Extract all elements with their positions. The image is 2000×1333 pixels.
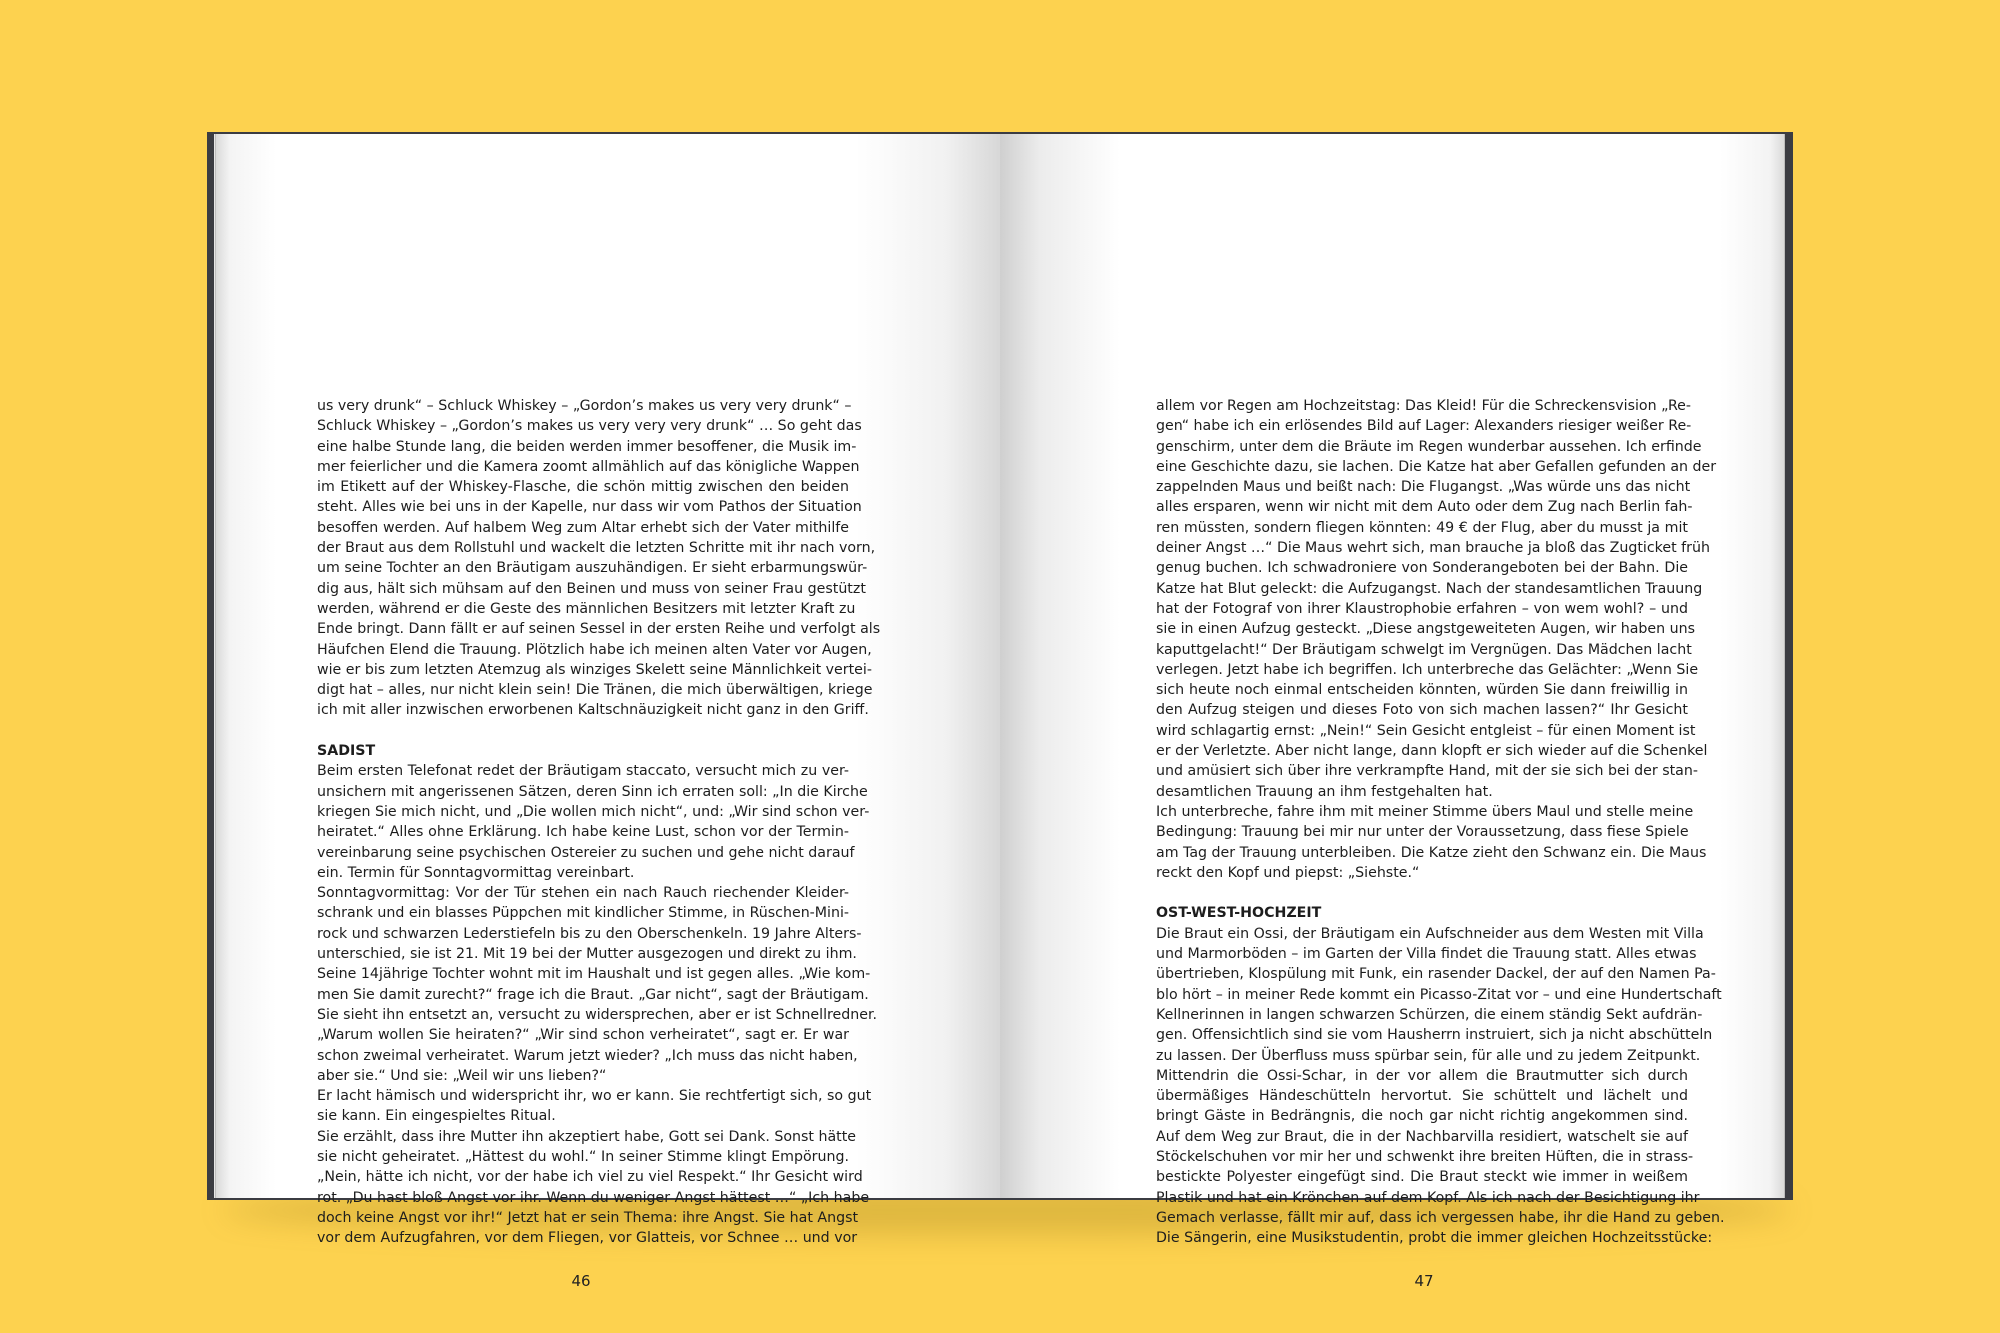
text-line: Bedingung: Trauung bei mir nur unter der Voraussetzung, dass fiese Spiele (1156, 824, 1689, 841)
section-heading-sadist: SADIST (317, 743, 376, 760)
text-line: ein. Termin für Sonntagvormittag vereinbart. (317, 864, 635, 881)
text-line: sie kann. Ein eingespieltes Ritual. (317, 1108, 556, 1125)
text-line: zu lassen. Der Überfluss muss spürbar sein, für alle und zu jedem Zeitpunkt. (1156, 1047, 1701, 1064)
text-line: alles ersparen, wenn wir nicht mit dem Auto oder dem Zug nach Berlin fah- (1156, 499, 1693, 516)
text-line: Seine 14jährige Tochter wohnt mit im Haushalt und ist gegen alles. „Wie kom- (317, 966, 871, 983)
text-line: wie er bis zum letzten Atemzug als winziges Skelett seine Männlichkeit vertei- (317, 661, 872, 678)
text-line: Sie erzählt, dass ihre Mutter ihn akzeptiert habe, Gott sei Dank. Sonst hätte (317, 1128, 857, 1145)
text-line: genschirm, unter dem die Bräute im Regen wunderbar aussehen. Ich erfinde (1156, 438, 1702, 455)
text-line: Häufchen Elend die Trauung. Plötzlich habe ich meinen alten Vater vor Augen, (317, 641, 872, 658)
text-line: unsichern mit angerissenen Sätzen, deren Sinn ich erraten soll: „In die Kirche (317, 783, 868, 800)
text-line: digt hat – alles, nur nicht klein sein! Die Tränen, die mich überwältigen, kriege (317, 682, 873, 699)
text-line: gen“ habe ich ein erlösendes Bild auf Lager: Alexanders riesiger weißer Re- (1156, 418, 1692, 435)
text-line: Die Braut ein Ossi, der Bräutigam ein Aufschneider aus dem Westen mit Villa (1156, 925, 1704, 942)
text-line: deiner Angst …“ Die Maus wehrt sich, man brauche ja bloß das Zugticket früh (1156, 540, 1710, 557)
text-line: kriegen Sie mich nicht, und „Die wollen mich nicht“, und: „Wir sind schon ver- (317, 803, 870, 820)
text-line: doch keine Angst vor ihr!“ Jetzt hat er sein Thema: ihre Angst. Sie hat Angst (317, 1209, 859, 1226)
text-line: Schluck Whiskey – „Gordon’s makes us very very very drunk“ … So geht das (317, 418, 862, 435)
text-line: Er lacht hämisch und widerspricht ihr, wo er kann. Sie rechtfertigt sich, so gut (317, 1088, 872, 1105)
text-line: desamtlichen Trauung an ihm festgehalten hat. (1156, 783, 1493, 800)
text-line: eine halbe Stunde lang, die beiden werden immer besoffener, die Musik im- (317, 438, 857, 455)
text-line: Kellnerinnen in langen schwarzen Schürzen, die einem ständig Sekt aufdrän- (1156, 1006, 1703, 1023)
text-line: werden, während er die Geste des männlichen Besitzers mit letzter Kraft zu (317, 600, 856, 617)
text-line: heiratet.“ Alles ohne Erklärung. Ich habe keine Lust, schon vor der Termin- (317, 824, 849, 841)
text-line: der Braut aus dem Rollstuhl und wackelt die letzten Schritte mit ihr nach vorn, (317, 540, 876, 557)
text-line: us very drunk“ – Schluck Whiskey – „Gordon’s makes us very very drunk“ – (317, 398, 852, 414)
text-line: gen. Offensichtlich sind sie vom Hausherrn instruiert, sich ja nicht abschütteln (1156, 1027, 1713, 1044)
text-line: men Sie damit zurecht?“ frage ich die Braut. „Gar nicht“, sagt der Bräutigam. (317, 986, 869, 1003)
left-paragraph-block-2 (317, 761, 878, 1248)
right-page (1000, 134, 1784, 1290)
text-line: Sie sieht ihn entsetzt an, versucht zu widersprechen, aber er ist Schnellredner. (317, 1006, 878, 1023)
text-line: kaputtgelacht!“ Der Bräutigam schwelgt im Vergnügen. Das Mädchen lacht (1156, 641, 1692, 658)
text-line: genug buchen. Ich schwadroniere von Sonderangeboten bei der Bahn. Die (1156, 560, 1688, 577)
text-line: übertrieben, Klospülung mit Funk, ein rasender Dackel, der auf den Namen Pa- (1156, 966, 1716, 983)
text-line: schrank und ein blasses Püppchen mit kindlicher Stimme, in Rüschen-Mini- (317, 905, 850, 922)
text-line: sich heute noch einmal entscheiden könnten, würden Sie dann freiwillig in (1156, 682, 1688, 699)
right-paragraph-block-2 (1156, 924, 1725, 1249)
text-line: ren müssten, sondern fliegen könnten: 49 € der Flug, aber du musst ja mit (1156, 519, 1688, 536)
text-line: Gemach verlasse, fällt mir auf, dass ich vergessen habe, ihr die Hand zu geben. (1156, 1209, 1725, 1226)
text-line: rot. „Du hast bloß Angst vor ihr. Wenn du weniger Angst hättest …“ „Ich habe (317, 1189, 870, 1206)
text-line: er der Verletzte. Aber nicht lange, dann klopft er sich wieder auf die Schenkel (1156, 743, 1708, 760)
text-line: im Etikett auf der Whiskey-Flasche, die schön mittig zwischen den beiden (317, 479, 849, 496)
text-line: und Marmorböden – im Garten der Villa findet die Trauung statt. Alles etwas (1156, 946, 1697, 963)
text-line: Stöckelschuhen vor mir her und schwenkt ihre breiten Hüften, die in strass- (1156, 1148, 1694, 1165)
text-line: sie in einen Aufzug gesteckt. „Diese angstgeweiteten Augen, wir haben uns (1156, 621, 1696, 638)
text-line: bestickte Polyester eingefügt sind. Die Braut steckt wie immer in weißem (1156, 1169, 1688, 1186)
left-page (216, 134, 1003, 1290)
text-line: sie nicht geheiratet. „Hättest du wohl.“ In seiner Stimme klingt Empörung. (317, 1148, 849, 1165)
text-line: Plastik und hat ein Krönchen auf dem Kopf. Als ich nach der Besichtigung ihr (1156, 1189, 1700, 1206)
text-line: schon zweimal verheiratet. Warum jetzt wieder? „Ich muss das nicht haben, (317, 1047, 858, 1064)
text-line: Sonntagvormittag: Vor der Tür stehen ein nach Rauch riechender Kleider- (317, 885, 849, 902)
page-number-right: 47 (1414, 1272, 1434, 1290)
text-line: Ich unterbreche, fahre ihm mit meiner Stimme übers Maul und stelle meine (1156, 803, 1694, 820)
page-number-left: 46 (571, 1272, 591, 1290)
text-line: Ende bringt. Dann fällt er auf seinen Sessel in der ersten Reihe und verfolgt als (317, 621, 881, 638)
text-line: übermäßiges Händeschütteln hervortut. Sie schüttelt und lächelt und (1156, 1088, 1688, 1105)
text-line: zappelnden Maus und beißt nach: Die Flugangst. „Was würde uns das nicht (1156, 479, 1691, 496)
text-line: den Aufzug steigen und dieses Foto von sich machen lassen?“ Ihr Gesicht (1156, 702, 1688, 719)
text-line: besoffen werden. Auf halbem Weg zum Altar erhebt sich der Vater mithilfe (317, 519, 849, 536)
text-line: blo hört – in meiner Rede kommt ein Picasso-Zitat vor – und eine Hundertschaft (1156, 986, 1722, 1003)
text-line: „Warum wollen Sie heiraten?“ „Wir sind schon verheiratet“, sagt er. Er war (317, 1027, 849, 1044)
text-line: unterschied, sie ist 21. Mit 19 bei der Mutter ausgezogen und direkt zu ihm. (317, 946, 857, 963)
text-line: ich mit aller inzwischen erworbenen Kaltschnäuzigkeit nicht ganz in den Griff. (317, 702, 869, 719)
text-line: bringt Gäste in Bedrängnis, die noch gar nicht richtig angekommen sind. (1156, 1108, 1688, 1125)
text-line: allem vor Regen am Hochzeitstag: Das Kleid! Für die Schreckensvision „Re- (1156, 398, 1692, 414)
text-line: und amüsiert sich über ihre verkrampfte Hand, mit der sie sich bei der stan- (1156, 763, 1698, 780)
left-paragraph-block-1 (317, 396, 881, 721)
text-line: Beim ersten Telefonat redet der Bräutigam staccato, versucht mich zu ver- (317, 763, 849, 780)
text-line: steht. Alles wie bei uns in der Kapelle, nur dass wir vom Pathos der Situation (317, 499, 862, 516)
text-line: wird schlagartig ernst: „Nein!“ Sein Gesicht entgleist – für einen Moment ist (1156, 722, 1696, 739)
text-line: Mittendrin die Ossi-Schar, in der vor allem die Brautmutter sich durch (1156, 1067, 1688, 1084)
text-line: am Tag der Trauung unterbleiben. Die Katze zieht den Schwanz ein. Die Maus (1156, 844, 1707, 861)
text-line: vor dem Aufzugfahren, vor dem Fliegen, vor Glatteis, vor Schnee … und vor (317, 1230, 858, 1247)
text-line: Katze hat Blut geleckt: die Aufzugangst. Nach der standesamtlichen Trauung (1156, 580, 1703, 597)
text-line: Auf dem Weg zur Braut, die in der Nachbarvilla residiert, watschelt sie auf (1156, 1128, 1688, 1145)
left-page-text (317, 396, 881, 1248)
text-line: reckt den Kopf und piepst: „Siehste.“ (1156, 864, 1420, 881)
text-line: Die Sängerin, eine Musikstudentin, probt die immer gleichen Hochzeitsstücke: (1156, 1230, 1713, 1247)
text-line: aber sie.“ Und sie: „Weil wir uns lieben?“ (317, 1067, 607, 1084)
text-line: vereinbarung seine psychischen Ostereier zu suchen und gehe nicht darauf (317, 844, 855, 861)
text-line: eine Geschichte dazu, sie lachen. Die Katze hat aber Gefallen gefunden an der (1156, 458, 1717, 475)
text-line: mer feierlicher und die Kamera zoomt allmählich auf das königliche Wappen (317, 458, 860, 475)
right-page-text (1156, 396, 1725, 1248)
text-line: verlegen. Jetzt habe ich begriffen. Ich unterbreche das Gelächter: „Wenn Sie (1156, 661, 1699, 678)
text-line: rock und schwarzen Lederstiefeln bis zu den Oberschenkeln. 19 Jahre Alters- (317, 925, 862, 942)
text-line: „Nein, hätte ich nicht, vor der habe ich viel zu viel Respekt.“ Ihr Gesicht wird (317, 1169, 863, 1186)
text-line: dig aus, hält sich mühsam auf den Beinen und muss von seiner Frau gestützt (317, 580, 866, 597)
text-line: um seine Tochter an den Bräutigam auszuhändigen. Er sieht erbarmungswür- (317, 560, 868, 577)
text-line: hat der Fotograf von ihrer Klaustrophobie erfahren – von wem wohl? – und (1156, 600, 1688, 617)
right-paragraph-block-1 (1156, 396, 1717, 883)
section-heading-ost-west-hochzeit: OST-WEST-HOCHZEIT (1156, 905, 1322, 922)
